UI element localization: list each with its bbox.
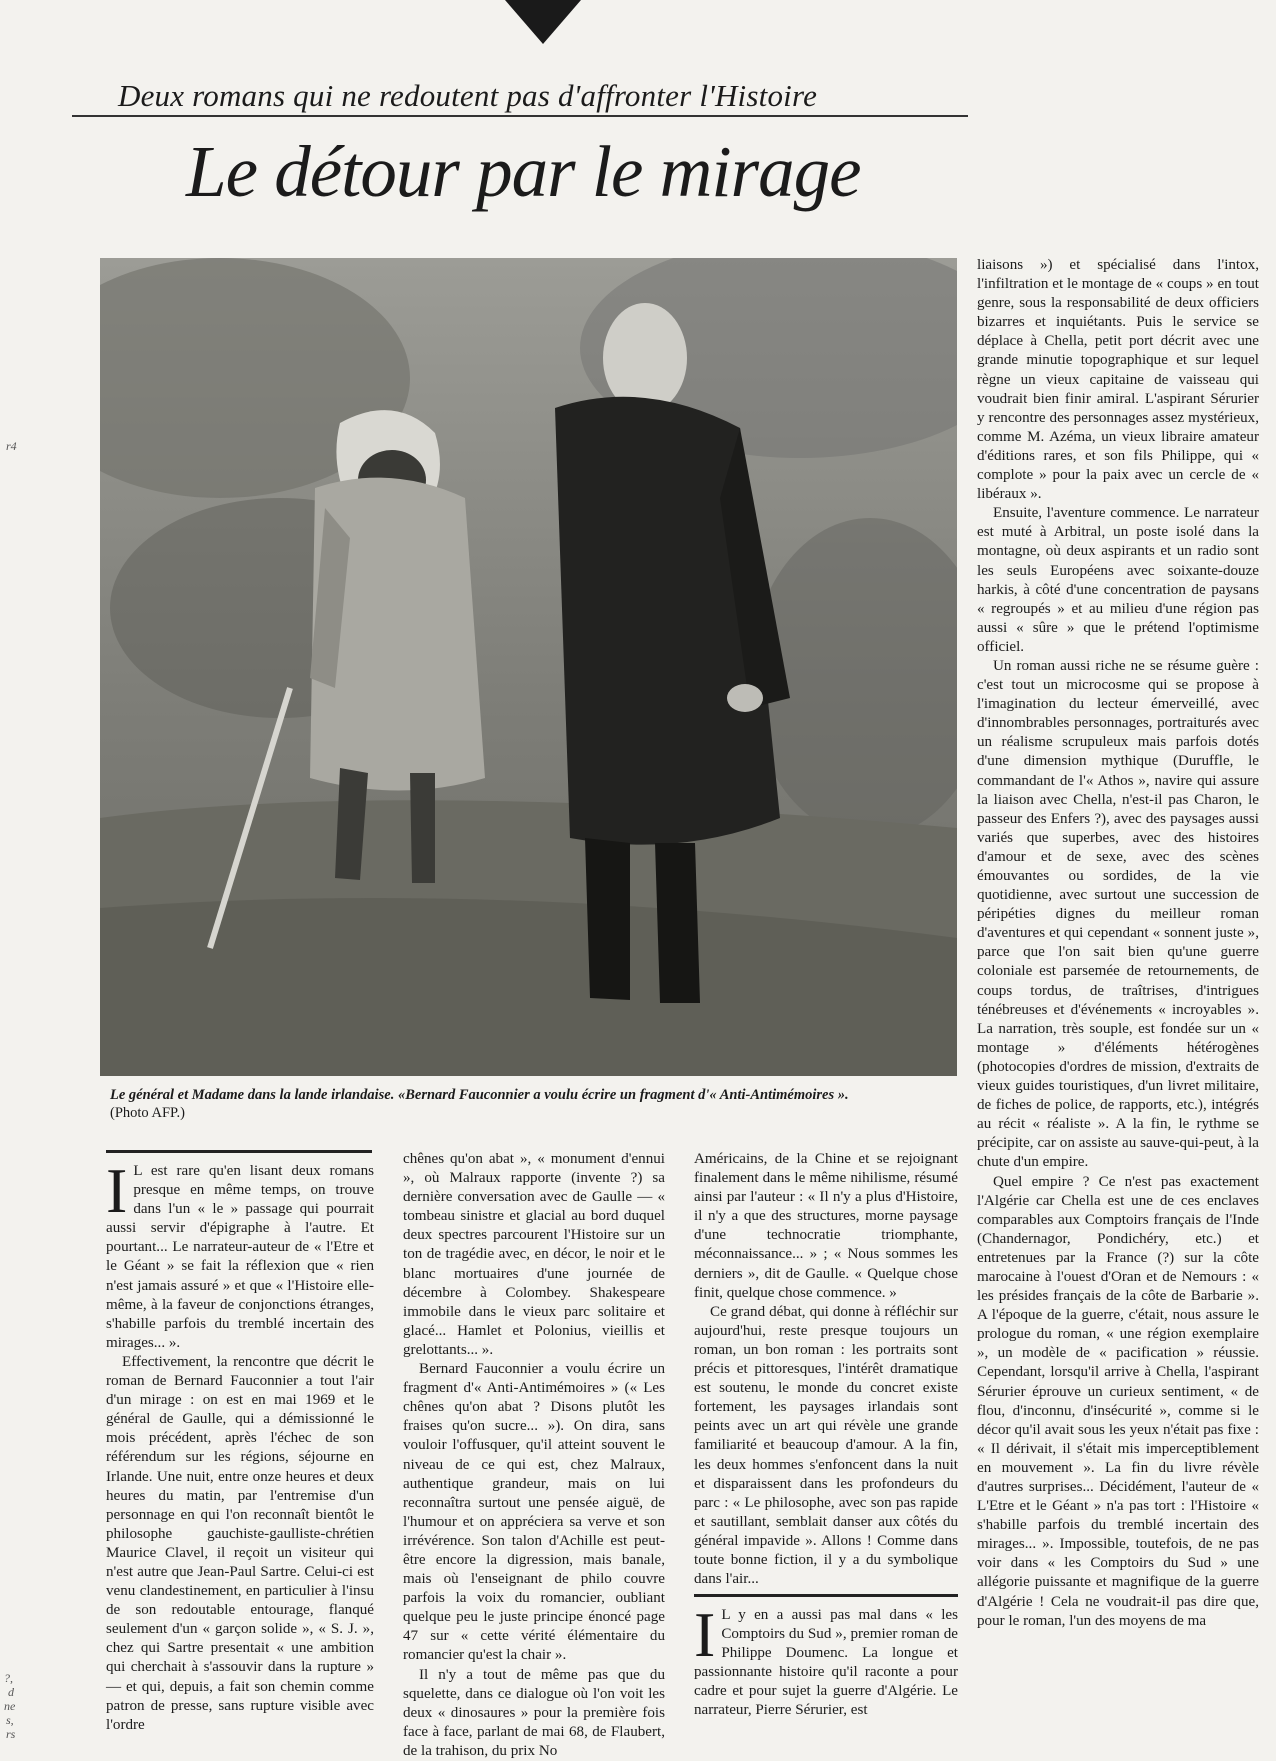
paragraph: Quel empire ? Ce n'est pas exactement l'Algérie car Chella est une de ces enclaves comparables aux Comptoirs français de l'Inde (Chandernagor, Pondichéry, etc.) et entretenues par la France (?) sur la côte marocaine à l'ouest d'Oran et de Nemours : « les présides français de la côte de Barbarie ». A l'époque de la guerre, c'était, nous assure le prologue du roman, « une région exemplaire », un modèle de « pacification » réussie. Cependant, lorsqu'il arrive à Chella, l'aspirant Sérurier éprouve un curieux sentiment, « de flou, d'inconnu, d'insécurité », comme si le décor qu'il avait sous les yeux n'était pas fixe : « Il dérivait, il s'était mis imperceptiblement en mouvement ». La fin du livre révèle d'autres surprises... Décidément, l'auteur de « L'Etre et le Géant » n'a pas tort : l'Histoire « s'habille parfois du tremblé incertain des mirages... ». Impossible, toutefois, de ne pas voir dans « les Comptoirs du Sud » une allégorie puissante et magnifique de la guerre d'Algérie ! Cela ne voudrait-il pas dire que, pour le roman, l'un des moyens de ma	[977, 1173, 1259, 1629]
margin-fragment: s,	[6, 1713, 14, 1727]
caption-credit: (Photo AFP.)	[110, 1105, 185, 1121]
paragraph: Un roman aussi riche ne se résume guère : c'est tout un microcosme qui se propose à l'imagination du lecteur émerveillé, avec d'innombrables personnages, portraiturés avec un réalisme scrupuleux mais parfois dotés d'une dimension mythique (Duruffle, le commandant de l'« Athos », navire qui assure la liaison avec Chella, n'est-il pas Charon, le passeur des Enfers ?), avec des paysages aussi variés que superbes, avec des histoires d'amour et de sexe, avec des scènes émouvantes ou sordides, de la vie quotidienne, avec surtout une succession de péripéties dignes du meilleur roman d'aventures et qui cependant « sonnent juste », parce que l'on sait bien qu'une guerre coloniale est parsemée de retournements, de coups tordus, de traîtrises, d'intrigues ténébreuses et d'événements « incroyables ». La narration, très souple, est fondée sur un « montage » d'éléments hétérogènes (photocopies d'ordres de mission, d'extraits de vieux guides touristiques, d'un livret militaire, de fiches de police, de rapports, etc.), intégrés au récit « réaliste ». A la fin, le rythme se précipite, car on assiste au sauve-qui-peut, à la chute d'un empire.	[977, 657, 1259, 1171]
paragraph: Ensuite, l'aventure commence. Le narrateur est muté à Arbitral, un poste isolé dans la montagne, où deux aspirants et un radio sont les seuls Européens avec soixante-douze harkis, à côté d'une concentration de paysans « regroupés » et au milieu d'une région pas aussi « sûre » que le prétend l'optimisme officiel.	[977, 505, 1259, 655]
kicker-rule	[72, 115, 968, 117]
paragraph-text: L y en a aussi pas mal dans « les Comptoirs du Sud », premier roman de Philippe Doumenc. La longue et passionnante histoire qu'il raconte a pour cadre et pour sujet la guerre d'Algérie. Le narrateur, Pierre Sérurier, est	[694, 1607, 958, 1719]
article-title: Le détour par le mirage	[186, 131, 861, 212]
column-rule	[694, 1594, 958, 1597]
paragraph: Il n'y a tout de même pas que du squelette, dans ce dialogue où l'on voit les deux « dinosaures » pour la première fois face à face, parlant de mai 68, de Flaubert, de la trahison, du prix No	[403, 1666, 665, 1759]
right-column	[977, 256, 1259, 1631]
margin-fragment: ne	[4, 1699, 16, 1713]
photo-caption	[110, 1086, 960, 1122]
column-2	[403, 1150, 665, 1761]
paragraph: chênes qu'on abat », « monument d'ennui », où Malraux rapporte (invente ?) sa dernière conversation avec de Gaulle — « tombeau sinistre et glacial au bord duquel deux spectres parcourent l'Histoire sur un ton de tragédie avec, en décor, le noir et le blanc mortuaires d'une journée de décembre à Colombey. Shakespeare immobile dans le vieux parc solitaire et glacé... Hamlet et Polonius, vieillis et grelottants... ».	[403, 1151, 665, 1358]
paragraph: Effectivement, la rencontre que décrit le roman de Bernard Fauconnier a tout l'air d'un mirage : on est en mai 1969 et le général de Gaulle, qui a démissionné le mois précédent, après l'échec de son référendum sur les régions, séjourne en Irlande. Une nuit, entre onze heures et deux heures du matin, par l'entremise d'un personnage en qui l'on reconnaît bientôt le philosophe gauchiste-gaulliste-chrétien Maurice Clavel, il reçoit un visiteur qui n'est autre que Jean-Paul Sartre. Celui-ci est venu clandestinement, en particulier à l'insu de son redoutable entourage, flanqué seulement d'un « garçon solide », « S. J. », chez qui Sartre presentait « une ambition qui cherchait à s'assouvir dans la rupture » — et qui, depuis, a fait son chemin comme patron de presse, sans rupture visible avec l'ordre	[106, 1353, 374, 1733]
margin-fragment: rs	[6, 1727, 16, 1741]
paragraph	[694, 1599, 958, 1721]
kicker-headline: Deux romans qui ne redoutent pas d'affronter l'Histoire	[118, 78, 818, 113]
photo-illustration	[100, 258, 957, 1076]
paragraph-text: L est rare qu'en lisant deux romans presque en même temps, on trouve dans l'un « le » passage qui pourrait aussi servir d'épigraphe à l'autre. Et pourtant... Le narrateur-auteur de « l'Etre et le Géant » se fait la réflexion que « rien n'est jamais assuré » et que « l'Histoire elle-même, à la faveur de conjonctions étranges, s'habille parfois du tremblé incertain des mirages... ».	[106, 1163, 374, 1351]
dropcap: I	[694, 1599, 716, 1670]
column-3-second-article	[694, 1599, 958, 1721]
paragraph: liaisons ») et spécialisé dans l'intox, l'infiltration et le montage de « coups » en tout genre, sous la responsabilité de deux officiers bizarres et inquiétants. Puis le service se déplace à Chella, petit port décrit avec une grande minutie topographique et sur lequel règne un vieux capitaine de vaisseau qui voudrait bien finir amiral. L'aspirant Sérurier y rencontre des personnages assez mystérieux, comme M. Azéma, un vieux libraire amateur d'éditions rares, et son fils Philippe, qui « complote » pour la paix avec un cercle de « libéraux ».	[977, 257, 1259, 503]
column-1	[106, 1155, 374, 1735]
paragraph	[106, 1155, 374, 1353]
article-photo	[100, 258, 957, 1076]
dropcap: I	[106, 1155, 128, 1226]
caption-text: Le général et Madame dans la lande irlandaise. «Bernard Fauconnier a voulu écrire un fragment d'« Anti-Antimémoires ».	[110, 1087, 849, 1103]
column-3	[694, 1150, 958, 1589]
paragraph: Bernard Fauconnier a voulu écrire un fragment d'« Anti-Antimémoires » (« Les chênes qu'on abat ? Disons plutôt les fraises qu'on sucre... »). On dira, sans vouloir l'offusquer, qu'il atteint souvent le niveau de ce qui est, chez Malraux, authentique grandeur, mais on lui reconnaîtra surtout une pensée aiguë, de l'humour et on appréciera sa verve et son irrévérence. Son talon d'Achille est peut-être encore la digression, mais banale, mais où l'enseignant de philo couvre parfois la voix du romancier, oubliant quelque peu le juste principe énoncé page 47 sur « cette vérité élémentaire du romancier qu'est la chair ».	[403, 1361, 665, 1664]
margin-fragment: d	[8, 1685, 14, 1699]
paragraph: Américains, de la Chine et se rejoignant finalement dans le même nihilisme, résumé ainsi par l'auteur : « Il n'y a plus d'Histoire, il n'y a que des structures, morne paysage d'une technocratie triomphante, méconnaissance... » ; « Nous sommes les derniers », dit de Gaulle. « Quelque chose finit, quelque chose commence. »	[694, 1151, 958, 1301]
margin-fragment: r4	[6, 439, 17, 453]
section-marker-triangle	[505, 0, 581, 44]
paragraph: Ce grand débat, qui donne à réfléchir sur aujourd'hui, reste presque toujours un roman, un bon roman : les portraits sont précis et pittoresques, l'intérêt dramatique est soutenu, le monde du concret existe fortement, les paysages irlandais sont peints avec un art qui révèle une grande familiarité et beaucoup d'amour. A la fin, les deux hommes s'enfoncent dans la nuit et disparaissent dans les profondeurs du parc : « Le philosophe, avec son pas rapide et sautillant, semblait danser aux côtés du général impavide ». Allons ! Comme dans toute bonne fiction, il y a du symbolique dans l'air...	[694, 1303, 958, 1588]
column-rule	[106, 1150, 372, 1153]
margin-fragment: ?,	[4, 1671, 13, 1685]
